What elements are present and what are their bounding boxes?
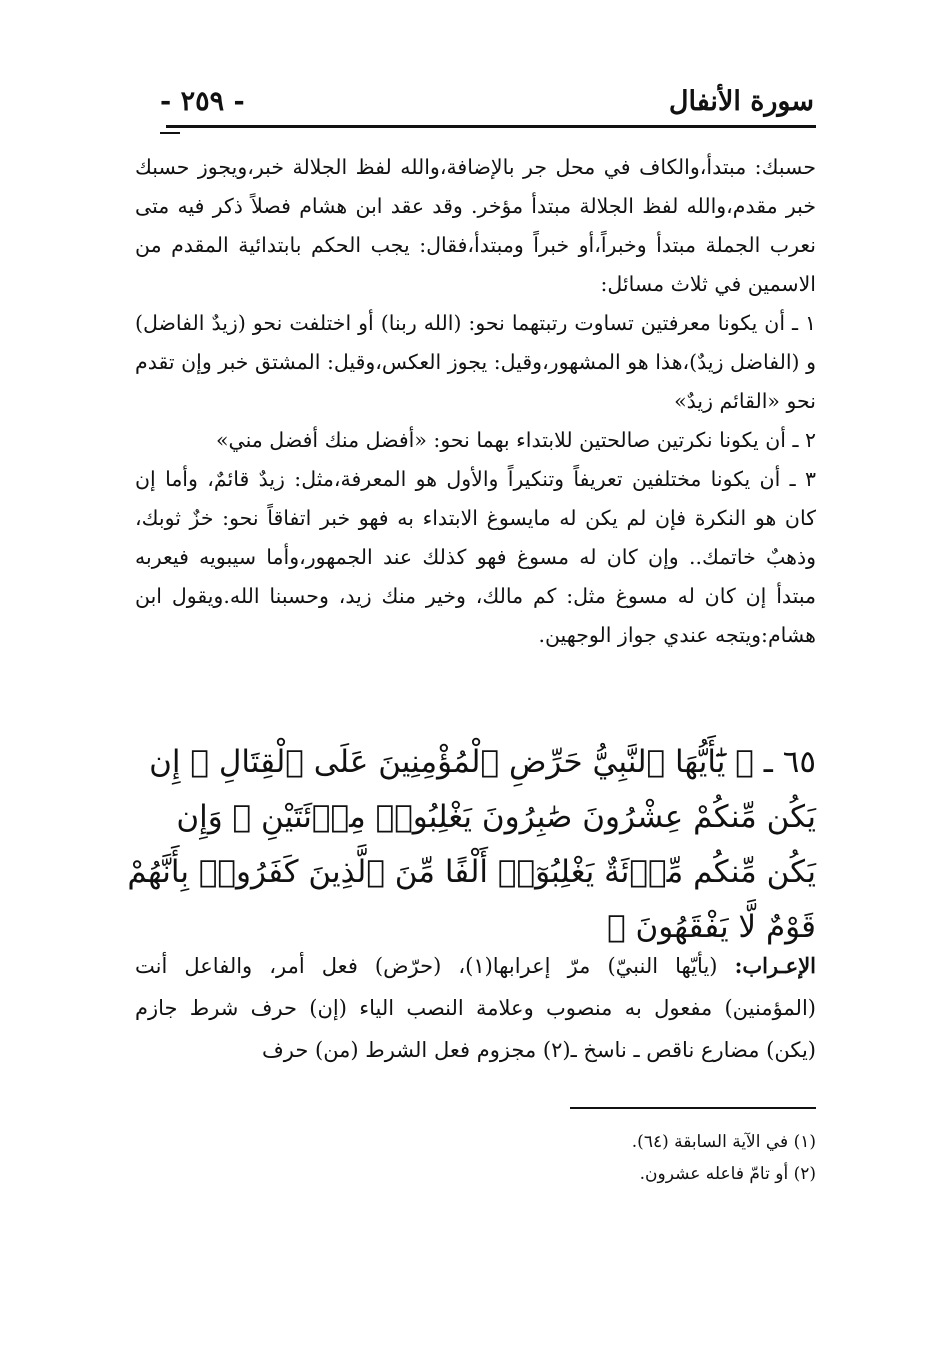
paragraph: ٢ ـ أن يكونا نكرتين صالحتين للابتداء بهما نحو: «أفضل منك أفضل مني»	[215, 428, 816, 452]
surah-title: سورة الأنفال	[668, 86, 814, 117]
analysis-text: (يأيّها النبيّ) مرّ إعرابها(١)، (حرّض) فعل أمر، والفاعل أنت (المؤمنين) مفعول به منصوب وعلامة النصب الياء (إن) حرف شرط جازم (يكن) مضارع ناقص ـ ناسخ ـ(٢) مجزوم فعل الشرط (من) حرف	[135, 954, 816, 1062]
footnote-rule	[570, 1107, 816, 1109]
footnotes	[632, 1126, 816, 1190]
quran-verse: ٦٥ ـ ﴿ يَٰٓأَيُّهَا ٱلنَّبِيُّ حَرِّضِ ٱلْمُؤْمِنِينَ عَلَى ٱلْقِتَالِ ۚ إِن يَكُن مِّنكُمْ عِشْرُونَ صَٰبِرُونَ يَغْلِبُوا۟ مِا۟ئَتَيْنِ ۚ وَإِن يَكُن مِّنكُم مِّا۟ئَةٌ يَغْلِبُوٓا۟ أَلْفًا مِّنَ ٱلَّذِينَ كَفَرُوا۟ بِأَنَّهُمْ قَوْمٌ لَّا يَفْقَهُونَ ﴾	[127, 744, 816, 945]
paragraph: ١ ـ أن يكونا معرفتين تساوت رتبتهما نحو: (الله ربنا) أو اختلفت نحو (زيدٌ الفاضل) و (الفاضل زيدٌ)،هذا هو المشهور،وقيل: يجوز العكس،وقيل: المشتق خبر وإن تقدم نحو «القائم زيدٌ»	[135, 311, 816, 413]
header-rule	[166, 125, 816, 128]
paragraph: حسبك: مبتدأ،والكاف في محل جر بالإضافة،والله لفظ الجلالة خبر،ويجوز حسبك خبر مقدم،والله لفظ الجلالة مبتدأ مؤخر. وقد عقد ابن هشام فصلاً ذكر فيه متى نعرب الجملة مبتدأ وخبراً،أو خبراً ومبتدأ،فقال: يجب الحكم بابتدائية المقدم من الاسمين في ثلاث مسائل:	[135, 155, 816, 296]
footnote: (٢) أو تامّ فاعله عشرون.	[639, 1164, 816, 1184]
page-number: - ٢٥٩ -	[160, 86, 245, 117]
header-rule-accent	[160, 132, 180, 134]
footnote: (١) في الآية السابقة (٦٤).	[631, 1132, 816, 1152]
analysis-label: الإعـراب:	[734, 953, 817, 978]
paragraph: ٣ ـ أن يكونا مختلفين تعريفاً وتنكيراً والأول هو المعرفة،مثل: زيدٌ قائمٌ، وأما إن كان هو النكرة فإن لم يكن له مايسوغ الابتداء به فهو خبر اتفاقاً نحو: خزٌ ثوبك، وذهبٌ خاتمك.. وإن كان له مسوغ فهو كذلك عند الجمهور،وأما سيبويه فيعربه مبتدأ إن كان له مسوغ مثل: كم مالك، وخير منك زيد، وحسبنا الله.ويقول ابن هشام:ويتجه عندي جواز الوجهين.	[135, 467, 816, 647]
commentary-text	[135, 148, 816, 655]
page-header	[150, 70, 814, 126]
grammar-analysis	[135, 945, 816, 1071]
